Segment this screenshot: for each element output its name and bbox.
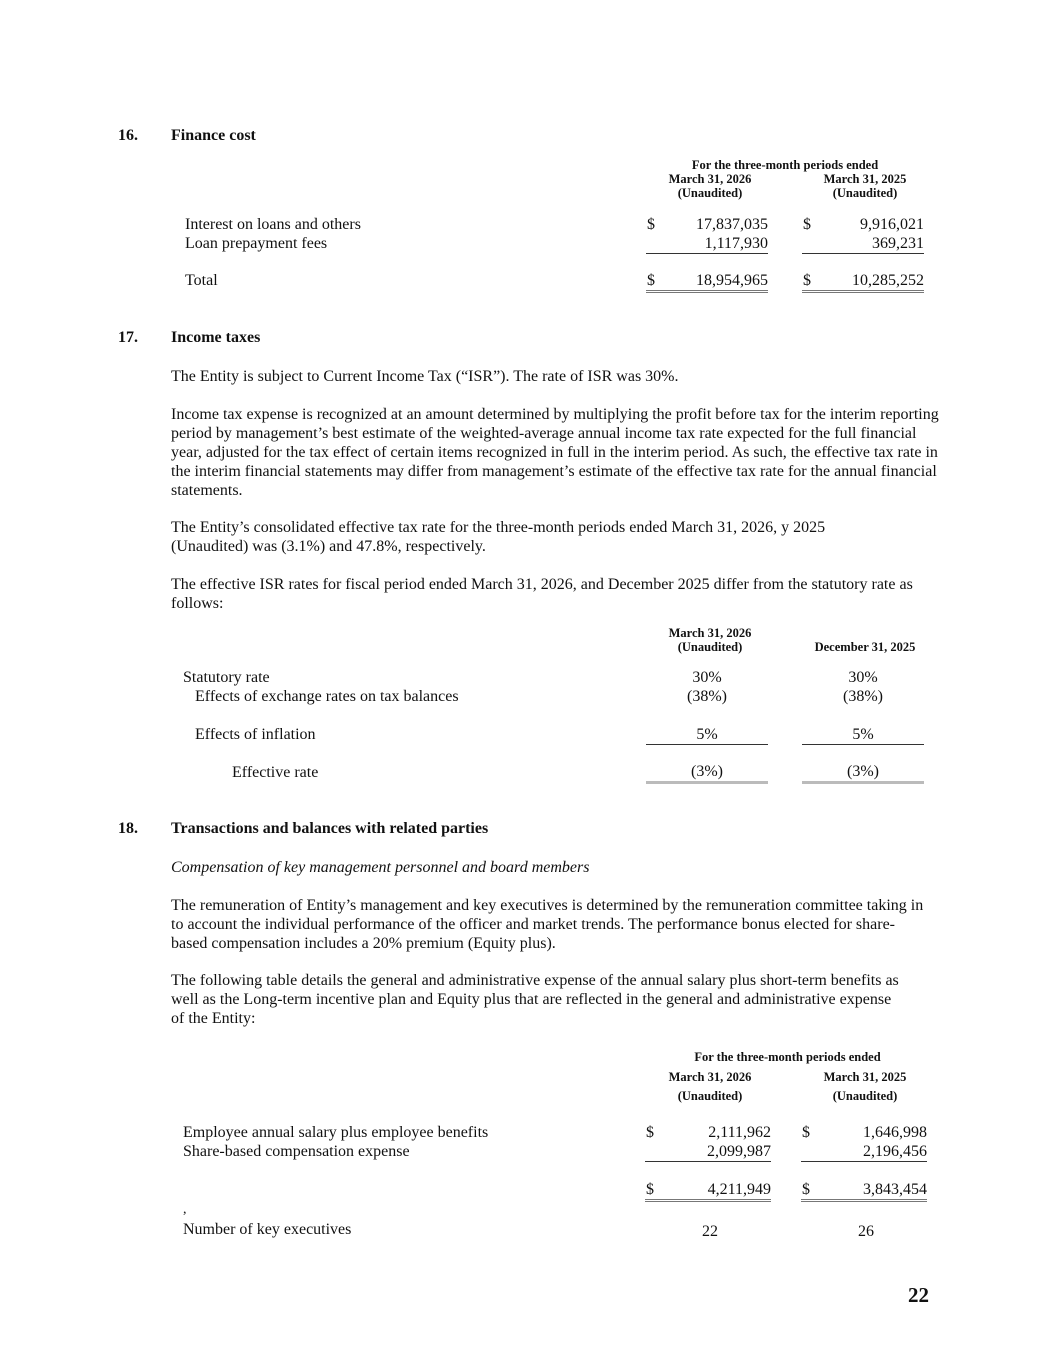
s16-col1-status: (Unaudited) [677,186,743,200]
s17-row-label: Effects of inflation [195,726,316,743]
s18-total-cell [645,1180,771,1202]
section-18-title: Transactions and balances with related parties [171,820,489,837]
s16-col2-date: March 31, 2025 [823,172,907,186]
section-17-number: 17. [118,329,138,346]
s17-row-label: Statutory rate [183,669,270,686]
s18-value: 1,646,998 [863,1124,927,1141]
s16-value: 17,837,035 [696,216,768,233]
s18-executives-value: 26 [858,1223,874,1240]
s18-header-span: For the three-month periods ended [694,1050,881,1064]
s18-col2-status: (Unaudited) [832,1089,898,1103]
s18-total-value: 3,843,454 [863,1181,927,1198]
s17-paragraph-4: The effective ISR rates for fiscal period ended March 31, 2026, and December 2025 differ from the statutory rate as follows: [171,576,913,612]
s18-currency: $ [646,1124,654,1141]
s18-paragraph-2: The following table details the general and administrative expense of the annual salary plus short-term benefits as well as the Long-term incentive plan and Equity plus that are reflected in the general and administrative expense of the Entity: [171,972,899,1027]
s16-total-cell [802,271,924,293]
s16-header-span: For the three-month periods ended [691,158,879,172]
s16-col2-status: (Unaudited) [832,186,898,200]
s16-value: 1,117,930 [646,234,768,254]
s17-value: (38%) [843,688,883,705]
page-number: 22 [908,1283,929,1307]
s17-effective-rate-value: (3%) [802,762,924,784]
s16-currency: $ [803,216,811,233]
s16-currency: $ [647,272,655,289]
s17-value: 5% [802,725,924,745]
s16-col1-date: March 31, 2026 [668,172,752,186]
s16-value: 9,916,021 [860,216,924,233]
stray-comma: , [183,1202,187,1217]
section-17-title: Income taxes [171,329,261,346]
s18-paragraph-1: The remuneration of Entity’s management and key executives is determined by the remuneration committee taking in to account the individual performance of the officer and market trends. The performance bonus elected for share-based compensation includes a 20% premium (Equity plus). [171,897,924,952]
s16-currency: $ [647,216,655,233]
s16-total-label: Total [185,272,218,289]
s17-paragraph-1: The Entity is subject to Current Income Tax (“ISR”). The rate of ISR was 30%. [171,368,679,385]
s17-col2-date: December 31, 2025 [814,640,916,654]
s17-col1-date: March 31, 2026 [668,626,752,640]
s16-total-value: 18,954,965 [696,272,768,289]
s17-effective-rate-label: Effective rate [232,764,319,781]
s18-value: 2,111,962 [708,1124,771,1141]
s16-total-value: 10,285,252 [852,272,924,289]
s18-currency: $ [802,1124,810,1141]
s18-col1-date: March 31, 2026 [668,1070,752,1084]
s17-value: 30% [848,669,878,686]
s18-value: 2,099,987 [645,1142,771,1162]
s16-currency: $ [803,272,811,289]
s17-col1-status: (Unaudited) [677,640,743,654]
s18-col1-status: (Unaudited) [677,1089,743,1103]
s18-value: 2,196,456 [801,1142,927,1162]
s18-col2-date: March 31, 2025 [823,1070,907,1084]
s16-value: 369,231 [802,234,924,254]
s18-subtitle: Compensation of key management personnel and board members [171,859,590,876]
section-16-number: 16. [118,127,138,144]
section-18-number: 18. [118,820,138,837]
s18-currency: $ [802,1181,810,1198]
s18-executives-label: Number of key executives [183,1221,352,1238]
s16-row-label: Interest on loans and others [185,216,361,233]
s17-value: (38%) [687,688,727,705]
s18-currency: $ [646,1181,654,1198]
s17-paragraph-2: Income tax expense is recognized at an amount determined by multiplying the profit before tax for the interim reporting period by management’s best estimate of the weighted-average annual income tax rate expected for the full financial year, adjusted for the tax effect of certain items recognized in full in the interim period. As such, the effective tax rate in the interim financial statements may differ from management’s estimate of the effective tax rate for the annual financial statements. [171,406,939,499]
s18-total-cell [801,1180,927,1202]
s17-value: 30% [692,669,722,686]
s17-effective-rate-value: (3%) [646,762,768,784]
s17-row-label: Effects of exchange rates on tax balances [195,688,459,705]
s16-total-cell [646,271,768,293]
s18-total-value: 4,211,949 [707,1181,771,1198]
s17-value: 5% [646,725,768,745]
s17-paragraph-3: The Entity’s consolidated effective tax rate for the three-month periods ended March 31, 2026, y 2025 (Unaudited) was (3.1%) and 47.8%, respectively. [171,519,826,555]
s18-row-label: Share-based compensation expense [183,1143,410,1160]
section-16-title: Finance cost [171,127,256,144]
s16-row-label: Loan prepayment fees [185,235,328,252]
s18-row-label: Employee annual salary plus employee benefits [183,1124,489,1141]
s18-executives-value: 22 [702,1223,718,1240]
